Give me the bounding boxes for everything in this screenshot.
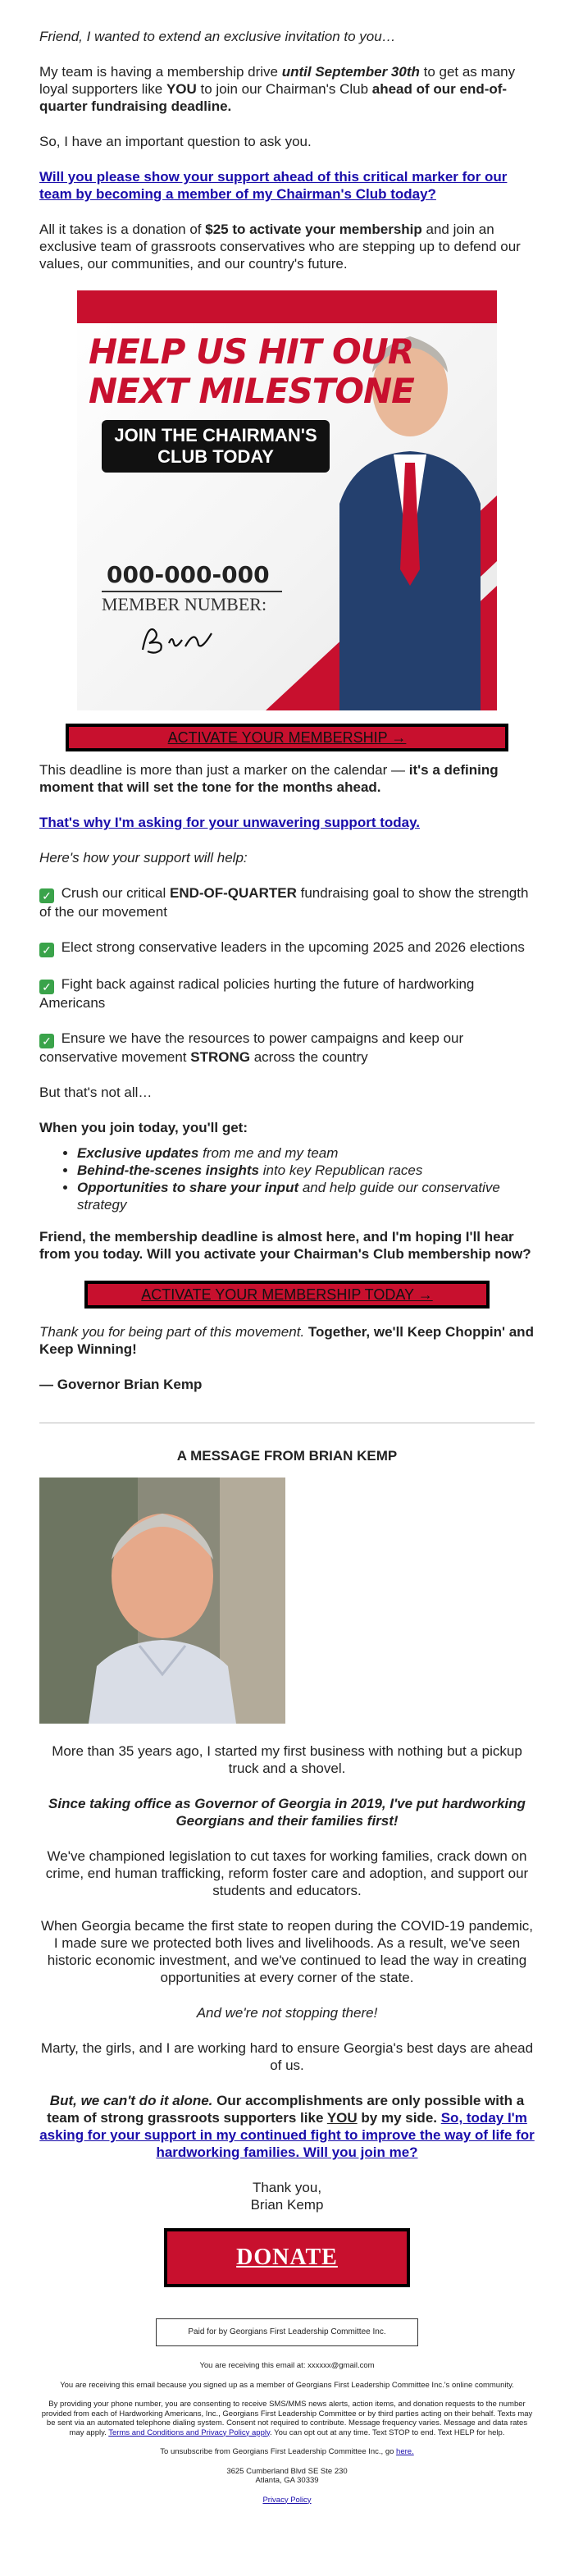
check-icon: ✓ (39, 980, 54, 994)
signed-up-notice: You are receiving this email because you signed up as a member of Georgians First Leadership Committee Inc.'s online community. (60, 2380, 514, 2390)
paid-for-disclaimer: Paid for by Georgians First Leadership Committee Inc. (156, 2318, 418, 2346)
message-p7 (39, 2092, 535, 2161)
donate-button[interactable]: DONATE (164, 2228, 410, 2287)
message-p4: When Georgia became the first state to reopen during the COVID-19 pandemic, I made sure we protected both lives and livelihoods. As a result, we've seen historic economic investment, and we've continued to lead the way in creating opportunities at every corner of the state. (40, 1918, 534, 1985)
banner-headline-line1: HELP US HIT OUR (89, 331, 414, 372)
perk-text: and help guide our conservative strategy (77, 1180, 500, 1213)
text: by my side. (357, 2110, 441, 2126)
perk-text: from me and my team (198, 1145, 339, 1161)
text: Thank you for being part of this movement. (39, 1324, 308, 1340)
support-link[interactable]: That's why I'm asking for your unwavering support today. (39, 815, 420, 830)
banner-join-pill (102, 420, 330, 473)
text: This deadline is more than just a marker on the calendar — (39, 762, 409, 778)
text: Our accomplishments are only possible with a team of strong grassroots supporters like (47, 2093, 525, 2126)
privacy-policy-link[interactable]: Privacy Policy (262, 2495, 312, 2505)
deadline-paragraph (39, 761, 535, 796)
receiving-email: You are receiving this email at: xxxxxx@gmail.com (199, 2361, 375, 2370)
privacy-line (39, 2496, 535, 2505)
slogan: Together, we'll Keep Choppin' and Keep Winning! (39, 1324, 534, 1357)
text: Crush our critical (57, 885, 170, 901)
address-line1: 3625 Cumberland Blvd SE Ste 230 (226, 2466, 348, 2476)
list-item (77, 1179, 535, 1213)
membership-banner-image[interactable] (77, 290, 497, 710)
defining-moment: it's a defining moment that will set the tone for the months ahead. (39, 762, 499, 795)
deadline-emphasis: ahead of our end-of-quarter fundraising deadline. (39, 81, 508, 114)
message-p2: Since taking office as Governor of Georgia in 2019, I've put hardworking Georgians and their families first! (48, 1796, 526, 1829)
quarter-emphasis: END-OF-QUARTER (169, 885, 297, 901)
list-item (77, 1144, 535, 1162)
benefit-1 (39, 884, 535, 920)
mailing-address (39, 2467, 535, 2486)
perk-text: into key Republican races (258, 1162, 423, 1178)
check-icon: ✓ (39, 943, 54, 957)
strong-emphasis: STRONG (190, 1049, 250, 1065)
member-number-label: MEMBER NUMBER: (102, 594, 267, 614)
perk-title: Behind-the-scenes insights (77, 1162, 259, 1178)
help-intro: Here's how your support will help: (39, 850, 248, 866)
text: To unsubscribe from Georgians First Leadership Committee Inc., go (160, 2447, 397, 2456)
ask-paragraph (39, 168, 535, 203)
message-p5: And we're not stopping there! (196, 2005, 378, 2021)
greeting: Friend, I wanted to extend an exclusive invitation to you… (39, 29, 396, 44)
join-today-heading: When you join today, you'll get: (39, 1120, 248, 1135)
perks-list (77, 1144, 535, 1213)
text: to join our Chairman's Club (196, 81, 372, 97)
closing-paragraph: Friend, the membership deadline is almost here, and I'm hoping I'll hear from you today. Will you activate your Chairman's Club membership now? (39, 1229, 531, 1262)
signature-mark (136, 622, 218, 658)
message-p3: We've championed legislation to cut taxes for working families, crack down on crime, end human trafficking, reform foster care and adoption, and support our students and educators. (45, 1848, 529, 1898)
join-me-link[interactable]: So, today I'm asking for your support in my continued fight to improve the way of life for hardworking families. Will you join me? (39, 2110, 535, 2160)
text: My team is having a membership drive (39, 64, 282, 80)
not-all: But that's not all… (39, 1085, 153, 1100)
text: Elect strong conservative leaders in the upcoming 2025 and 2026 elections (57, 939, 525, 955)
perk-title: Opportunities to share your input (77, 1180, 299, 1195)
text: and join an exclusive team of grassroots conservatives who are stepping up to defend our values, our communities, and our country's future. (39, 222, 521, 272)
emphasis-you: YOU (166, 81, 197, 97)
benefit-4 (39, 1030, 535, 1066)
text: fundraising goal to show the strength of the our movement (39, 885, 529, 920)
deadline-date: until September 30th (281, 64, 420, 80)
address-line2: Atlanta, GA 30339 (255, 2476, 319, 2485)
banner-headline-line2: NEXT MILESTONE (89, 371, 414, 411)
check-icon: ✓ (39, 888, 54, 903)
text: across the country (249, 1049, 368, 1065)
pill-line1: JOIN THE CHAIRMAN'S (114, 425, 317, 445)
text: . You can opt out at any time. Text STOP to end. Text HELP for help. (270, 2428, 505, 2437)
closing-signature (39, 2179, 535, 2213)
check-icon: ✓ (39, 1034, 54, 1048)
benefit-2 (39, 939, 535, 957)
signer-name: Brian Kemp (250, 2197, 324, 2213)
text: Fight back against radical policies hurting the future of hardworking Americans (39, 976, 475, 1011)
message-p1: More than 35 years ago, I started my first business with nothing but a pickup truck and a shovel. (52, 1743, 522, 1776)
member-number: 000-000-000 (107, 561, 270, 588)
cant-do-alone: But, we can't do it alone. (49, 2093, 213, 2108)
question-intro: So, I have an important question to ask you. (39, 134, 312, 149)
unsubscribe-link[interactable]: here. (396, 2447, 414, 2456)
member-number-rule (102, 591, 282, 592)
unsubscribe-line (39, 2447, 535, 2457)
message-title: A MESSAGE FROM BRIAN KEMP (176, 1448, 398, 1464)
text: All it takes is a donation of (39, 222, 206, 237)
donation-amount: $25 to activate your membership (205, 222, 422, 237)
text: By providing your phone number, you are consenting to receive SMS/MMS news alerts, action items, and donation requests to the number provided from each of Hardworking Americans, Inc., Georgians First Leadership Committee or by third parties acting on their behalf. Texts may be sent via an automated telephone dialing system. Consent not required to contribute. Message frequency varies. Message and data rates may apply. (41, 2400, 533, 2437)
support-paragraph (39, 814, 535, 831)
emphasis-you: YOU (326, 2110, 358, 2126)
thanks-paragraph (39, 1323, 535, 1358)
text: to get as many loyal supporters like (39, 64, 516, 97)
intro-paragraph (39, 63, 535, 115)
activate-membership-today-button[interactable]: ACTIVATE YOUR MEMBERSHIP TODAY → (84, 1281, 490, 1309)
donation-paragraph (39, 221, 535, 272)
benefit-3 (39, 975, 535, 1012)
activate-membership-button[interactable]: ACTIVATE YOUR MEMBERSHIP → (66, 724, 508, 751)
pill-line2: CLUB TODAY (157, 446, 274, 467)
list-item (77, 1162, 535, 1179)
text: Ensure we have the resources to power campaigns and keep our conservative movement (39, 1030, 464, 1065)
thank-you: Thank you, (252, 2180, 322, 2195)
chairmans-club-link[interactable]: Will you please show your support ahead of this critical marker for our team by becoming a member of my Chairman's Club today? (39, 169, 508, 202)
perk-title: Exclusive updates (77, 1145, 199, 1161)
terms-link[interactable]: Terms and Conditions and Privacy Policy apply (108, 2428, 271, 2437)
message-p6: Marty, the girls, and I are working hard to ensure Georgia's best days are ahead of us. (40, 2040, 534, 2073)
signature-line: — Governor Brian Kemp (39, 1377, 203, 1392)
brian-kemp-portrait (39, 1478, 285, 1724)
sms-consent (39, 2400, 535, 2437)
message-section (39, 1742, 535, 2213)
email-body (0, 28, 574, 2505)
